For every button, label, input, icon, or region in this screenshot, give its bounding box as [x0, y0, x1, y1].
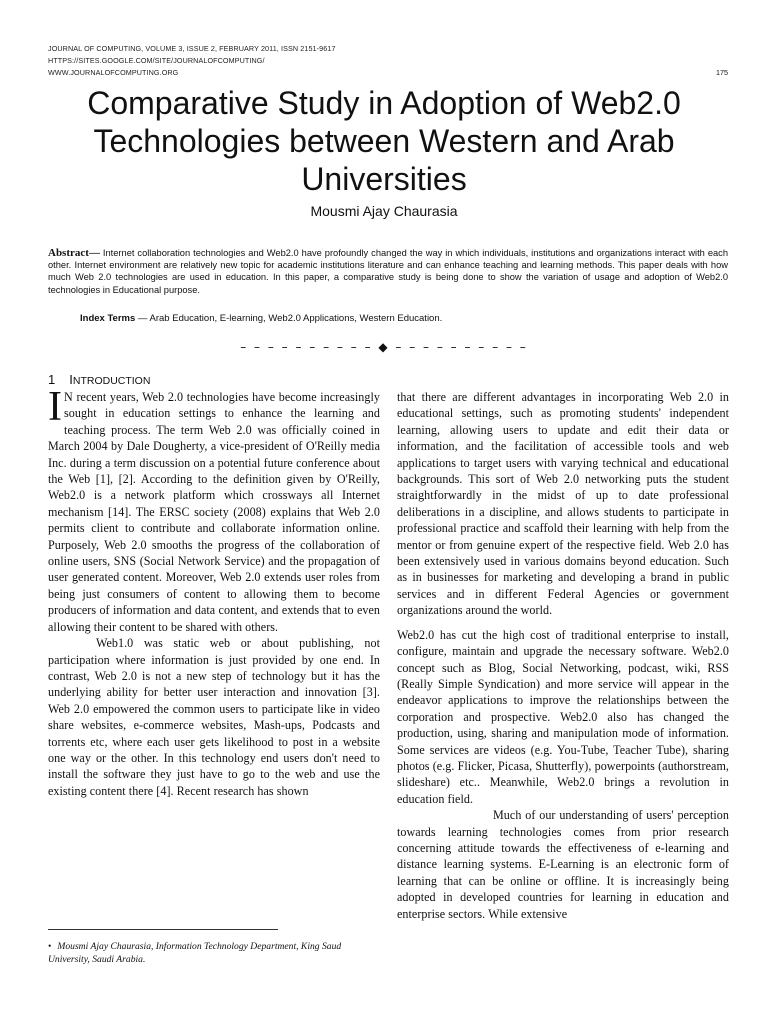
abstract-dash: — — [88, 247, 100, 259]
paragraph-text: N recent years, Web 2.0 technologies have become increasingly sought in education settings to enhance the learning and teaching process. The term Web 2.0 was officially coined in March 2004 by Dale Dougherty, a vice-president of O'Reilly media Inc. during a term discussion on a potential future conference about the Web [1], [2]. According to the definition given by O'Reilly, Web2.0 is a network platform which crossways all Internet mechanism [14]. The ERSC society (2008) explains that Web 2.0 permits client to contribute and collaborate information online. Purposely, Web 2.0 smooths the progress of the collaboration of online users, SNS (Social Network Service) and the propagation of user generated content. Moreover, Web 2.0 extends user roles from being just consumers of content to allowing them to become producers of information and data content, and extends that to even allowing their content to be shared with others. — [48, 390, 380, 634]
index-terms-label: Index Terms — [80, 313, 136, 324]
section-number: 1 — [48, 372, 56, 387]
author-name: Mousmi Ajay Chaurasia — [310, 203, 458, 219]
paper-title: Comparative Study in Adoption of Web2.0 Technologies between Western and Arab Universities — [87, 85, 681, 197]
paragraph — [48, 384, 380, 635]
paragraph: Web1.0 was static web or about publishing, not participation where information is just provided by one end. In contrast, Web 2.0 is not a new step of technology but it has the underlying ability for better user interaction and innovation [3]. Web 2.0 empowered the common users to participate like in video share websites, e-commerce websites, Mash-ups, Podcasts and torrents etc, where each user gets likelihood to post in a website one way or the other. In this technology end users don't need to install the software they just have to go to the web and use the existing content there [4]. Recent research has shown — [48, 636, 380, 798]
paragraph: Web2.0 has cut the high cost of traditional enterprise to install, configure, maintain and upgrade the necessary software. Web2.0 concept such as Blog, Social Networking, podcast, wiki, RSS (Really Simple Syndication) and more service will appear in the endeavor applications to improve the relationships between the corporation and prospective. Web2.0 also has changed the production, using, sharing and manipulation mode of information. Some services are videos (e.g. You-Tube, Teacher Tube), sharing photos (e.g. Flicker, Picasa, Shutterfly), powerpoints (authorstream, slideshare) etc.. Meanwhile, Web2.0 brings a revolution in education field. — [397, 627, 729, 806]
drop-cap: I — [48, 384, 63, 430]
section-heading — [48, 372, 150, 387]
footnote-bullet: • — [48, 941, 52, 952]
abstract-text: Internet collaboration technologies and Web2.0 have profoundly changed the way in which individuals, institutions and organizations interact with each other. Internet environment are relatively new topic for academic institutions literature and can enhance teaching and learning methods. This paper deals with how much Web 2.0 technologies are used in education. In this paper, a comparative study is being done to show the variation of usage and adoption of Web2.0 technologies in Educational purpose. — [48, 248, 728, 295]
index-terms — [80, 313, 442, 324]
footnote-rule — [48, 929, 278, 930]
paragraph: Much of our understanding of users' perception towards learning technologies comes from prior research concerning attitude towards the effectiveness of e-learning and distance learning systems. E-Learning is an electronic form of learning that can be online or offline. It is increasingly being adopted in developed countries for learning in education and enterprise sectors. While extensive — [397, 808, 729, 921]
footnote-text: Mousmi Ajay Chaurasia, Information Technology Department, King Saud University, Saudi Arabia. — [48, 941, 342, 965]
abstract — [48, 247, 728, 296]
body-column-right — [397, 389, 729, 922]
journal-header-line3: WWW.JOURNALOFCOMPUTING.ORG — [48, 68, 179, 77]
section-title-initial: I — [69, 372, 73, 387]
index-terms-text: — Arab Education, E-learning, Web2.0 Applications, Western Education. — [137, 313, 443, 324]
footnote — [48, 940, 378, 966]
body-column-left — [48, 384, 380, 799]
page-number: 175 — [716, 68, 728, 77]
abstract-label: Abstract — [48, 247, 89, 259]
section-divider: – – – – – – – – – – ◆ – – – – – – – – – – — [240, 340, 528, 354]
journal-header-line1: JOURNAL OF COMPUTING, VOLUME 3, ISSUE 2, FEBRUARY 2011, ISSN 2151-9617 — [48, 44, 336, 53]
journal-header-line2: HTTPS://SITES.GOOGLE.COM/SITE/JOURNALOFCOMPUTING/ — [48, 56, 265, 65]
paragraph: that there are different advantages in incorporating Web 2.0 in educational settings, such as promoting students' independent learning, allowing users to update and edit their data or information, and the facilitation of accessible tools and web applications to target users with varying technical and educational backgrounds. This sort of Web 2.0 networking puts the student straightforwardly in the midst of up to date professional deliberations in a discipline, and allows students to participate in professional practice and scaffold their learning with help from the mentor or from genuine expert of the respective field. Web 2.0 has been extensively used in various domains beyond education. Such as in businesses for marketing and developing a brand in public services and in different Federal Agencies or government organizations around the world. — [397, 390, 729, 618]
section-title-rest: NTRODUCTION — [72, 375, 151, 387]
